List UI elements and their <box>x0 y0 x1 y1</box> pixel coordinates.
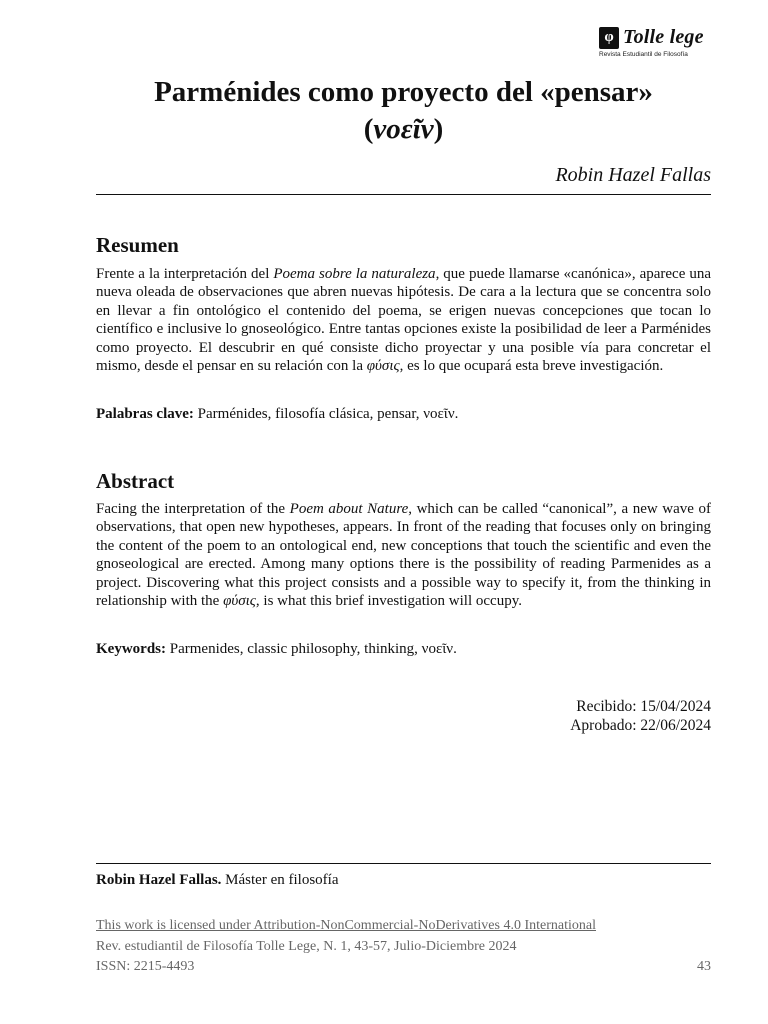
keywords-values: Parmenides, classic philosophy, thinking, νοεῖν. <box>166 641 457 657</box>
submission-dates <box>570 697 711 735</box>
title-divider <box>96 194 711 195</box>
article-title-line1: Parménides como proyecto del «pensar» <box>154 76 653 108</box>
abstract-poem-title: Poem about Nature <box>289 501 409 517</box>
journal-citation: Rev. estudiantil de Filosofía Tolle Lege, N. 1, 43-57, Julio-Diciembre 2024 <box>96 939 517 954</box>
received-date: Recibido: 15/04/2024 <box>576 698 711 715</box>
resumen-poem-title: Poema sobre la naturaleza <box>273 266 436 282</box>
license-link[interactable]: This work is licensed under Attribution-NonCommercial-NoDerivatives 4.0 International <box>96 918 596 933</box>
author-name: Robin Hazel Fallas <box>555 164 711 186</box>
author-affiliation <box>96 872 338 889</box>
journal-logo-name: Tolle lege <box>623 26 704 48</box>
affiliation-name: Robin Hazel Fallas. <box>96 872 222 888</box>
palabras-clave <box>96 406 711 423</box>
footer-divider <box>96 863 711 864</box>
journal-logo-icon: φ <box>599 27 619 49</box>
palabras-clave-values: Parménides, filosofía clásica, pensar, νοεῖν. <box>193 406 459 422</box>
journal-logo-subtitle: Revista Estudiantil de Filosofía <box>599 51 688 58</box>
palabras-clave-label: Palabras clave: <box>96 406 194 422</box>
resumen-greek-physis: φύσις <box>366 358 400 375</box>
approved-date: Aprobado: 22/06/2024 <box>570 717 711 734</box>
journal-logo <box>599 26 711 58</box>
abstract-greek-physis: φύσις <box>223 593 256 610</box>
page-number: 43 <box>697 959 711 974</box>
article-title-line2: (νοεῖν) <box>363 113 444 145</box>
article-title <box>96 74 711 148</box>
keywords-label: Keywords: <box>96 641 166 657</box>
keywords <box>96 641 711 658</box>
abstract-text: Facing the interpretation of the Poem about Nature, which can be called “canonical”, a new wave of observations, that open new hypotheses, appears. In front of the reading that focuses only on bringing the content of the poem to an ontological end, new conceptions that touch the scientific and even the gnoseological are erected. Among many options there is the possibility of reading Parmenides as a project. Discovering what this project consists and a possible way to specify it, from the thinking in relationship with the φύσις, is what this brief investigation will occupy. <box>96 501 711 610</box>
resumen-heading: Resumen <box>96 233 179 257</box>
issn: ISSN: 2215-4493 <box>96 959 195 974</box>
article-title-greek: νοεῖν <box>373 113 434 145</box>
abstract-heading: Abstract <box>96 469 175 493</box>
affiliation-degree: Máster en filosofía <box>221 872 339 888</box>
resumen-text: Frente a la interpretación del Poema sobre la naturaleza, que puede llamarse «canónica», aparece una nueva oleada de observaciones que abren nuevas hipótesis. De cara a la lectura que se concentra solo en llevar a fin ontológico el contenido del poema, se erigen nuevas concepciones que tocan lo científico e inclusive lo gnoseológico. Entre tantas opciones existe la posibilidad de leer a Parménides como proyecto. El descubrir en qué consiste dicho proyectar y una posible vía para concretar el mismo, desde el pensar en su relación con la φύσις, es lo que ocupará esta breve investigación. <box>96 266 711 375</box>
